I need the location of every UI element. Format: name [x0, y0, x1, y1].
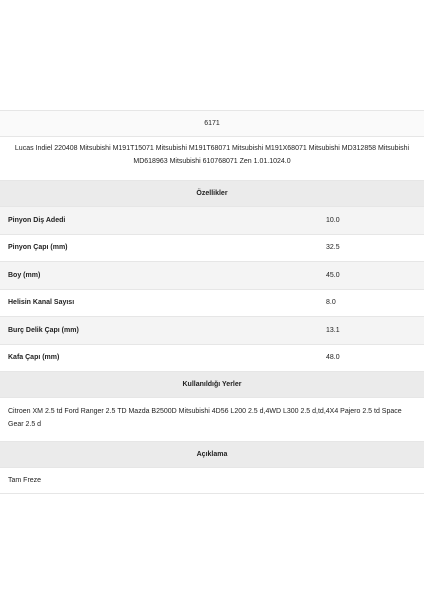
spec-label: Burç Delik Çapı (mm): [8, 326, 79, 334]
spec-label: Pinyon Diş Adedi: [8, 216, 66, 224]
spec-label: Pinyon Çapı (mm): [8, 244, 68, 252]
spec-label: Boy (mm): [8, 271, 41, 279]
spec-row-pinyon-dis-adedi: [0, 206, 424, 234]
bottom-divider: [0, 493, 424, 494]
features-table: [0, 206, 424, 371]
features-header: Özellikler: [0, 180, 424, 206]
spec-row-helisin-kanal-sayisi: [0, 289, 424, 317]
spec-row-boy: [0, 261, 424, 289]
explanation-header: Açıklama: [0, 441, 424, 467]
spec-label: Helisin Kanal Sayısı: [8, 299, 75, 307]
spec-value: 32.5: [326, 244, 340, 252]
spec-row-burc-delik-capi: [0, 316, 424, 344]
explanation-text: Tam Freze: [0, 467, 424, 493]
product-description: Lucas Indiel 220408 Mitsubishi M191T15071 Mitsubishi M191T68071 Mitsubishi M191X68071 Mitsubishi MD312858 Mitsubishi MD618963 Mitsubishi 610768071 Zen 1.01.1024.0: [0, 136, 424, 180]
spec-label: Kafa Çapı (mm): [8, 354, 60, 362]
usage-header: Kullanıldığı Yerler: [0, 371, 424, 397]
product-code: 6171: [0, 110, 424, 136]
usage-text: Citroen XM 2.5 td Ford Ranger 2.5 TD Mazda B2500D Mitsubishi 4D56 L200 2.5 d,4WD L300 2.5 d,td,4X4 Pajero 2.5 td Space Gear 2.5 d: [0, 397, 424, 441]
spec-value: 45.0: [326, 271, 340, 279]
product-spec-sheet: [0, 110, 424, 494]
spec-value: 8.0: [326, 299, 336, 307]
spec-value: 48.0: [326, 354, 340, 362]
spec-value: 10.0: [326, 216, 340, 224]
spec-row-kafa-capi: [0, 344, 424, 372]
spec-value: 13.1: [326, 326, 340, 334]
spec-row-pinyon-capi: [0, 234, 424, 262]
